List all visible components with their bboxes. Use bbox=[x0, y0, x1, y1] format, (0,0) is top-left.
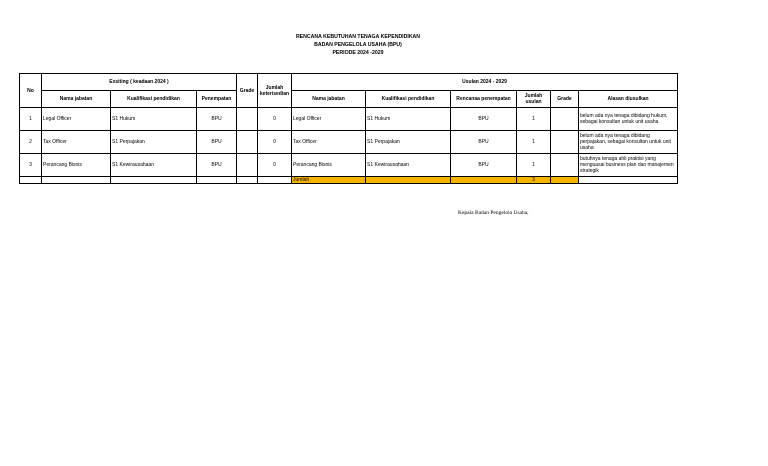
cell-usulan-penempatan: BPU bbox=[451, 131, 517, 154]
cell-usulan-penempatan: BPU bbox=[451, 154, 517, 177]
cell-usulan-kualifikasi: S1 Perpajakan bbox=[366, 131, 451, 154]
header-usulan-grade: Grade bbox=[551, 91, 579, 108]
total-highlight-cell bbox=[451, 177, 517, 184]
cell-penempatan: BPU bbox=[197, 108, 237, 131]
title-line-1: RENCANA KEBUTUHAN TENAGA KEPENDIDIKAN bbox=[295, 34, 421, 40]
cell-no: 3 bbox=[20, 154, 42, 177]
table-row bbox=[20, 108, 678, 131]
header-usulan-jumlah: Jumlah usulan bbox=[517, 91, 551, 108]
cell-usulan-jumlah: 1 bbox=[517, 131, 551, 154]
cell-jumlah: 0 bbox=[258, 131, 292, 154]
header-jumlah-keterisedian: Jumlah keterisedian bbox=[258, 74, 292, 108]
cell-usulan-jumlah: 1 bbox=[517, 154, 551, 177]
cell-grade bbox=[237, 131, 258, 154]
total-row bbox=[20, 177, 678, 184]
header-usulan-kualifikasi: Kualifikasi pendidikan bbox=[366, 91, 451, 108]
total-value: 3 bbox=[517, 177, 551, 184]
header-no: No bbox=[20, 74, 42, 108]
staffing-plan-table bbox=[19, 73, 678, 184]
cell-grade bbox=[237, 154, 258, 177]
signature-line: Kepala Badan Pengelola Usaha, bbox=[458, 210, 529, 216]
header-penempatan: Penempatan bbox=[197, 91, 237, 108]
total-highlight-cell bbox=[551, 177, 579, 184]
total-highlight-cell bbox=[366, 177, 451, 184]
cell-kualifikasi: S1 Perpajakan bbox=[111, 131, 197, 154]
cell-jumlah: 0 bbox=[258, 108, 292, 131]
total-empty-cell bbox=[20, 177, 42, 184]
cell-jumlah: 0 bbox=[258, 154, 292, 177]
cell-no: 1 bbox=[20, 108, 42, 131]
cell-usulan-nama: Tax Officer bbox=[292, 131, 366, 154]
cell-nama: Legal Officer bbox=[42, 108, 111, 131]
cell-usulan-grade bbox=[551, 131, 579, 154]
cell-usulan-penempatan: BPU bbox=[451, 108, 517, 131]
total-empty-cell bbox=[42, 177, 111, 184]
total-label: Jumlah bbox=[292, 177, 366, 184]
cell-kualifikasi: S1 Kewirausahaan bbox=[111, 154, 197, 177]
cell-grade bbox=[237, 108, 258, 131]
cell-usulan-jumlah: 1 bbox=[517, 108, 551, 131]
title-line-2: BADAN PENGELOLA USAHA (BPU) bbox=[314, 42, 402, 48]
total-empty-cell bbox=[258, 177, 292, 184]
cell-alasan: belum ada nya tenaga dibidang hukum, sebagai konsultan untuk unit usaha bbox=[579, 108, 678, 131]
header-alasan: Alasan diusulkan bbox=[579, 91, 678, 108]
total-empty-cell bbox=[111, 177, 197, 184]
header-usulan: Usulan 2024 - 2029 bbox=[292, 74, 678, 91]
table-row bbox=[20, 131, 678, 154]
cell-alasan: butuhnya tenaga ahli praktisi yang menguasai business plan dan manajemen strategik bbox=[579, 154, 678, 177]
table-row bbox=[20, 154, 678, 177]
cell-usulan-nama: Legal Officer bbox=[292, 108, 366, 131]
total-empty-cell bbox=[197, 177, 237, 184]
cell-usulan-nama: Perancang Bisnis bbox=[292, 154, 366, 177]
cell-no: 2 bbox=[20, 131, 42, 154]
header-grade: Grade bbox=[237, 74, 258, 108]
header-nama-jabatan: Nama jabatan bbox=[42, 91, 111, 108]
cell-usulan-kualifikasi: S1 Kewirausahaan bbox=[366, 154, 451, 177]
cell-nama: Tax Officer bbox=[42, 131, 111, 154]
total-empty-cell bbox=[237, 177, 258, 184]
cell-penempatan: BPU bbox=[197, 131, 237, 154]
cell-usulan-grade bbox=[551, 154, 579, 177]
header-kualifikasi: Kualifikasi pendidikan bbox=[111, 91, 197, 108]
cell-usulan-kualifikasi: S1 Hukum bbox=[366, 108, 451, 131]
header-usulan-penempatan: Rencanaa penempatan bbox=[451, 91, 517, 108]
total-empty-cell bbox=[579, 177, 678, 184]
header-usulan-nama: Nama jabatan bbox=[292, 91, 366, 108]
header-existing: Exsiting ( keadaan 2024 ) bbox=[42, 74, 237, 91]
cell-usulan-grade bbox=[551, 108, 579, 131]
cell-penempatan: BPU bbox=[197, 154, 237, 177]
cell-alasan: belum ada nya tenaga dibidang perpajakan, sebagai konsultan untuk unit usaha bbox=[579, 131, 678, 154]
cell-kualifikasi: S1 Hukum bbox=[111, 108, 197, 131]
cell-nama: Perancang Bisnis bbox=[42, 154, 111, 177]
title-line-3: PERIODE 2024 -2029 bbox=[332, 50, 384, 56]
